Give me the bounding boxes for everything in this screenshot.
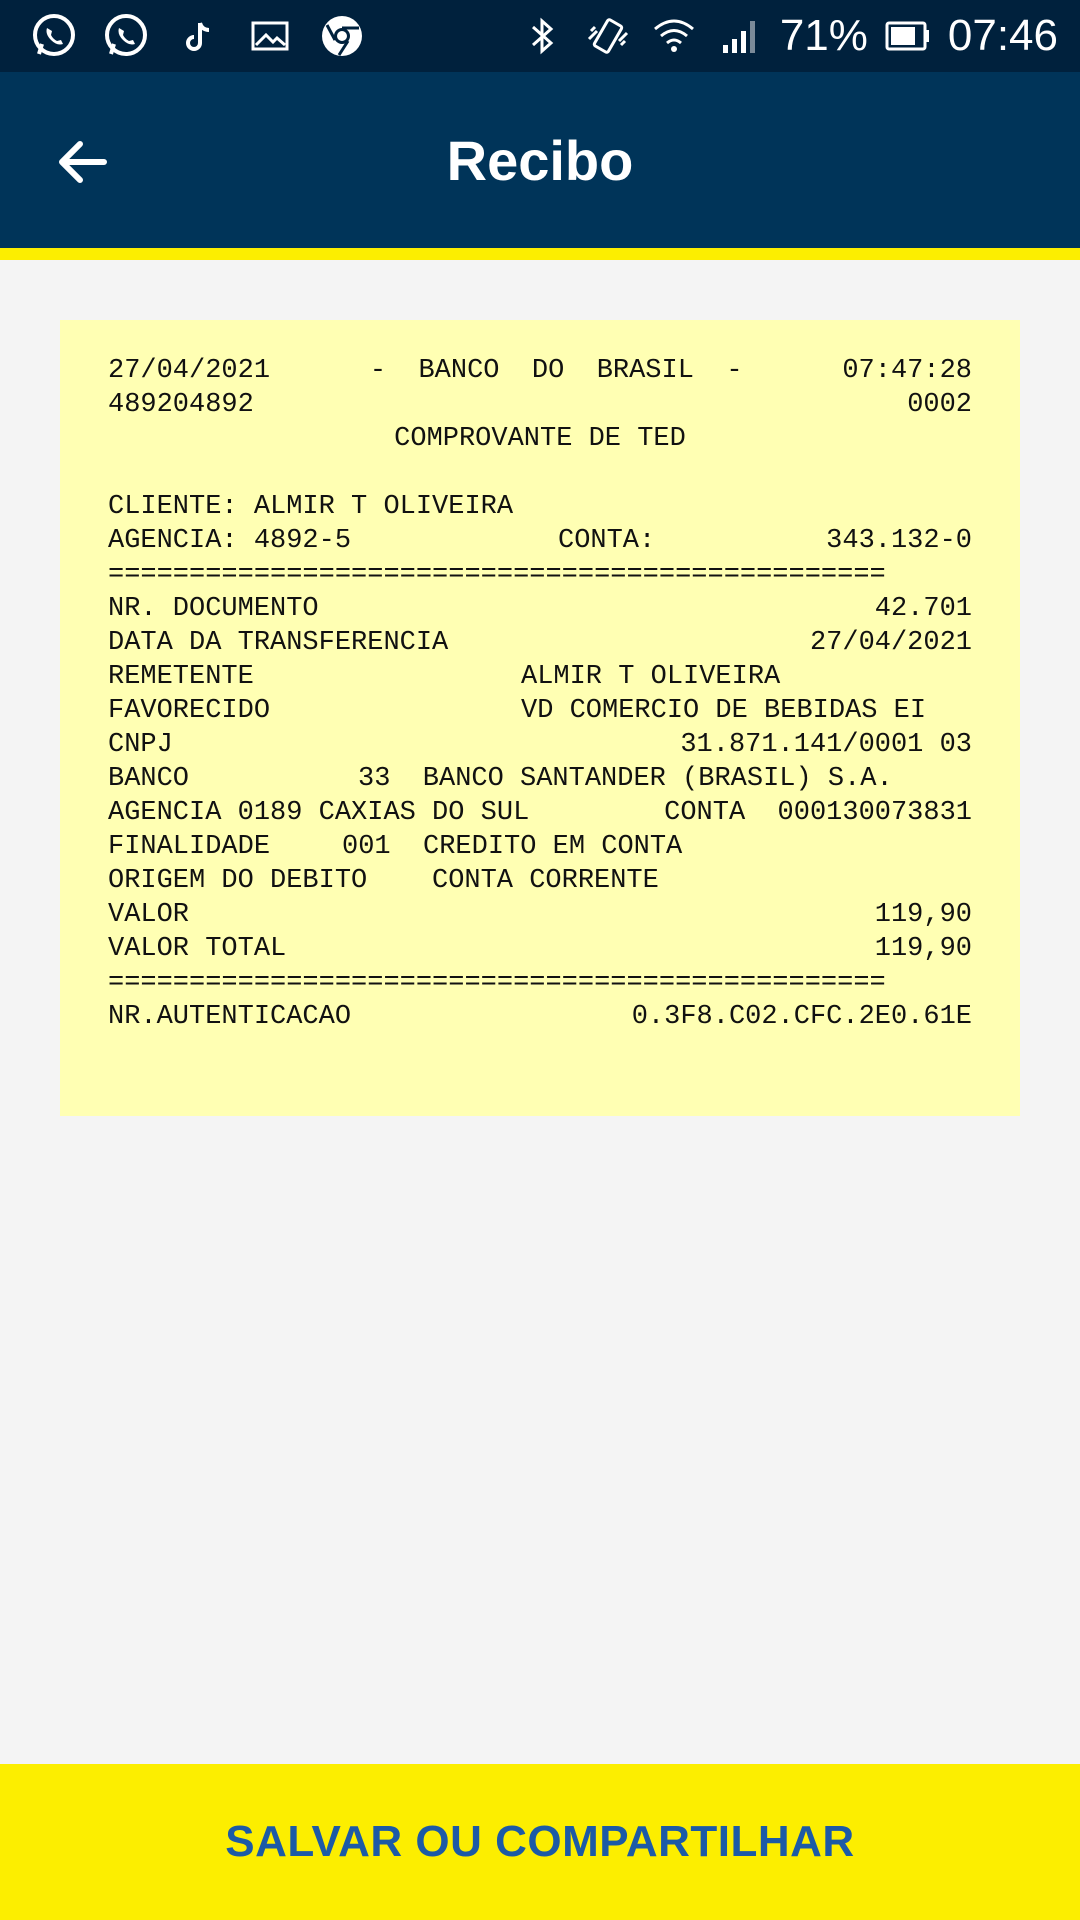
row-label: CNPJ [108, 730, 173, 760]
row-label: VALOR [108, 900, 190, 930]
status-bar [0, 0, 1080, 72]
row-value: 42.701 [874, 594, 972, 624]
receipt-header-line [108, 354, 972, 388]
receipt-title-line [108, 422, 972, 456]
receipt-agency: AGENCIA: 4892-5 [108, 526, 352, 556]
row-label: REMETENTE [108, 662, 254, 692]
auth-value: 0.3F8.C02.CFC.2E0.61E [631, 1002, 972, 1032]
row-value: 31.871.141/0001 03 [680, 730, 972, 760]
gallery-icon [244, 10, 296, 62]
app-bar [0, 72, 1080, 248]
receipt-title: COMPROVANTE DE TED [394, 424, 686, 454]
row-value: 33 BANCO SANTANDER (BRASIL) S.A. [358, 764, 893, 794]
receipt-blank-line [108, 456, 972, 490]
receipt-auth-line [108, 1000, 972, 1034]
arrow-left-icon [54, 134, 110, 190]
row-value: CONTA 000130073831 [664, 798, 972, 828]
row-value: 27/04/2021 [809, 628, 972, 658]
receipt-ref-number: 489204892 [108, 390, 254, 420]
battery-icon [882, 10, 934, 62]
back-button[interactable] [52, 132, 112, 192]
receipt-row [108, 932, 972, 966]
receipt-ref-seq: 0002 [907, 390, 972, 420]
receipt-row [108, 694, 972, 728]
receipt-row [108, 796, 972, 830]
receipt-account-label: CONTA: [558, 526, 656, 556]
receipt-row [108, 626, 972, 660]
receipt-row [108, 728, 972, 762]
receipt-bank-name: - BANCO DO BRASIL - [369, 356, 743, 386]
row-value: VD COMERCIO DE BEBIDAS EI [521, 696, 927, 726]
vibrate-icon [582, 10, 634, 62]
receipt-client-line [108, 490, 972, 524]
battery-percent: 71% [779, 11, 868, 60]
row-value: 119,90 [874, 900, 972, 930]
row-label: BANCO [108, 764, 190, 794]
row-label: DATA DA TRANSFERENCIA [108, 628, 449, 658]
whatsapp-icon [100, 10, 152, 62]
receipt-separator: ================================================ [108, 560, 886, 590]
whatsapp-icon [28, 10, 80, 62]
row-label: ORIGEM DO DEBITO [108, 866, 368, 896]
receipt-row [108, 762, 972, 796]
receipt-row [108, 660, 972, 694]
save-share-button[interactable]: SALVAR OU COMPARTILHAR [0, 1764, 1080, 1920]
receipt-separator: ================================================ [108, 968, 886, 998]
row-label: FINALIDADE [108, 832, 271, 862]
row-label: VALOR TOTAL [108, 934, 287, 964]
receipt-account-line [108, 524, 972, 558]
receipt-date: 27/04/2021 [108, 356, 271, 386]
receipt-client: CLIENTE: ALMIR T OLIVEIRA [108, 492, 514, 522]
accent-stripe [0, 248, 1080, 260]
receipt-rows [108, 592, 972, 966]
row-label: FAVORECIDO [108, 696, 271, 726]
receipt-row [108, 592, 972, 626]
row-value: 119,90 [874, 934, 972, 964]
receipt-card [60, 320, 1020, 1116]
receipt-row [108, 898, 972, 932]
status-time: 07:46 [947, 11, 1058, 60]
receipt-row [108, 864, 972, 898]
receipt-ref-line [108, 388, 972, 422]
tiktok-icon [172, 10, 224, 62]
wifi-icon [648, 10, 700, 62]
chrome-icon [316, 10, 368, 62]
receipt-account-value: 343.132-0 [826, 526, 972, 556]
page-title: Recibo [446, 128, 634, 192]
row-label: NR. DOCUMENTO [108, 594, 319, 624]
bluetooth-icon [516, 10, 568, 62]
receipt-row [108, 830, 972, 864]
auth-label: NR.AUTENTICACAO [108, 1002, 352, 1032]
receipt-time: 07:47:28 [842, 356, 972, 386]
row-value: 001 CREDITO EM CONTA [342, 832, 683, 862]
row-value: CONTA CORRENTE [432, 866, 659, 896]
signal-icon [714, 10, 766, 62]
row-label: AGENCIA 0189 CAXIAS DO SUL [108, 798, 530, 828]
row-value: ALMIR T OLIVEIRA [521, 662, 781, 692]
